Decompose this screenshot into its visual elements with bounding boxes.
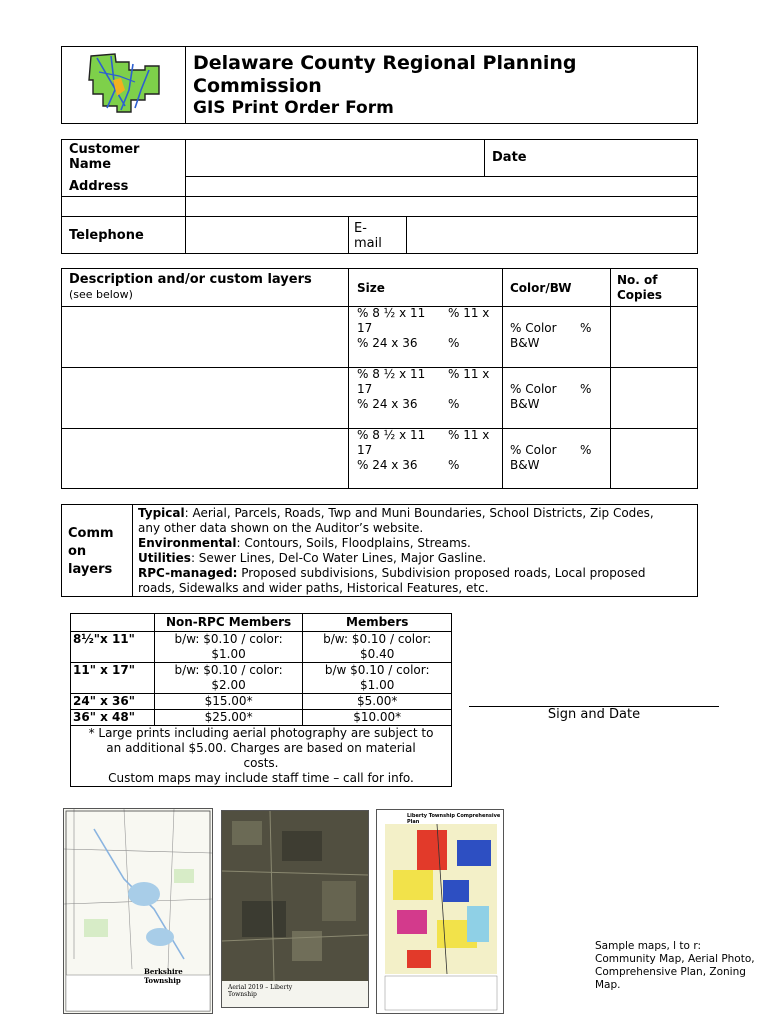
address-field-line-1[interactable]: [187, 177, 697, 195]
title-line-2: Commission: [193, 75, 322, 97]
copies-field[interactable]: [612, 430, 696, 487]
delaware-county-map-logo-icon: [85, 50, 163, 116]
title-line-1: Delaware County Regional Planning: [193, 52, 577, 74]
table-row: 24" x 36" $15.00* $5.00*: [71, 694, 452, 710]
email-field[interactable]: [408, 217, 697, 253]
customer-name-field[interactable]: [187, 140, 483, 175]
map2-caption: Aerial 2019 – Liberty Township: [228, 984, 293, 998]
color-options[interactable]: % Color % B&W: [510, 321, 592, 350]
pricing-table: [70, 613, 452, 787]
telephone-label: Telephone: [69, 228, 144, 243]
description-field[interactable]: [63, 430, 346, 487]
map3-caption: Liberty Township Comprehensive Plan: [407, 813, 501, 825]
customer-name-label: Customer Name: [69, 142, 140, 172]
table-row: 11" x 17" b/w: $0.10 / color: $2.00 b/w $0.10 / color: $1.00: [71, 663, 452, 694]
address-field-line-2[interactable]: [187, 197, 697, 215]
table-row: 8½"x 11" b/w: $0.10 / color: $1.00 b/w: $0.10 / color: $0.40: [71, 632, 452, 663]
description-field[interactable]: [63, 369, 346, 426]
color-header: Color/BW: [510, 281, 572, 295]
telephone-field[interactable]: [187, 217, 347, 253]
table-row: 36" x 48" $25.00* $10.00*: [71, 710, 452, 726]
color-options[interactable]: % Color % B&W: [510, 443, 592, 472]
date-label: Date: [492, 150, 527, 165]
email-label: E-mail: [354, 221, 382, 251]
aerial-photo-thumbnail: [221, 810, 369, 1008]
size-options[interactable]: % 8 ½ x 11 % 11 x 17 % 24 x 36 %: [357, 428, 490, 472]
date-field[interactable]: [540, 140, 696, 175]
description-field[interactable]: [63, 308, 346, 365]
size-options[interactable]: % 8 ½ x 11 % 11 x 17 % 24 x 36 %: [357, 367, 490, 411]
form-subtitle: GIS Print Order Form: [193, 98, 394, 118]
pricing-note: * Large prints including aerial photography are subject to an additional $5.00. Charges are based on material costs. Custom maps may include staff time – call for info.: [71, 726, 452, 787]
size-options[interactable]: % 8 ½ x 11 % 11 x 17 % 24 x 36 %: [357, 306, 490, 350]
copies-header: No. of Copies: [617, 273, 663, 302]
members-column-header: Members: [303, 614, 452, 632]
common-layers-text: Typical: Aerial, Parcels, Roads, Twp and Muni Boundaries, School Districts, Zip Codes, any other data shown on the Auditor’s website. Environmental: Contours, Soils, Floodplains, Streams. Utilities: Sewer Lines, Del-Co Water Lines, Major Gasline. RPC-managed: Proposed subdivisions, Subdivision proposed roads, Local proposed roads, Sidewalks and wider paths, Historical Features, etc.: [138, 506, 654, 595]
nonrpc-column-header: Non-RPC Members: [154, 614, 303, 632]
size-header: Size: [357, 281, 385, 295]
address-label: Address: [69, 179, 129, 194]
color-options[interactable]: % Color % B&W: [510, 382, 592, 411]
sample-maps-caption: Sample maps, l to r: Community Map, Aerial Photo, Comprehensive Plan, Zoning Map.: [595, 940, 755, 991]
map1-caption: Berkshire Township: [144, 967, 183, 985]
copies-field[interactable]: [612, 369, 696, 426]
community-map-thumbnail: [63, 808, 213, 1014]
page-title: [193, 52, 576, 98]
sign-and-date-label: Sign and Date: [547, 707, 641, 722]
common-layers-label: Comm on layers: [68, 526, 114, 577]
description-header: Description and/or custom layers (see below): [69, 272, 312, 301]
comprehensive-plan-thumbnail: [376, 809, 504, 1014]
copies-field[interactable]: [612, 308, 696, 365]
header-divider: [185, 46, 186, 124]
description-note: (see below): [69, 288, 133, 301]
